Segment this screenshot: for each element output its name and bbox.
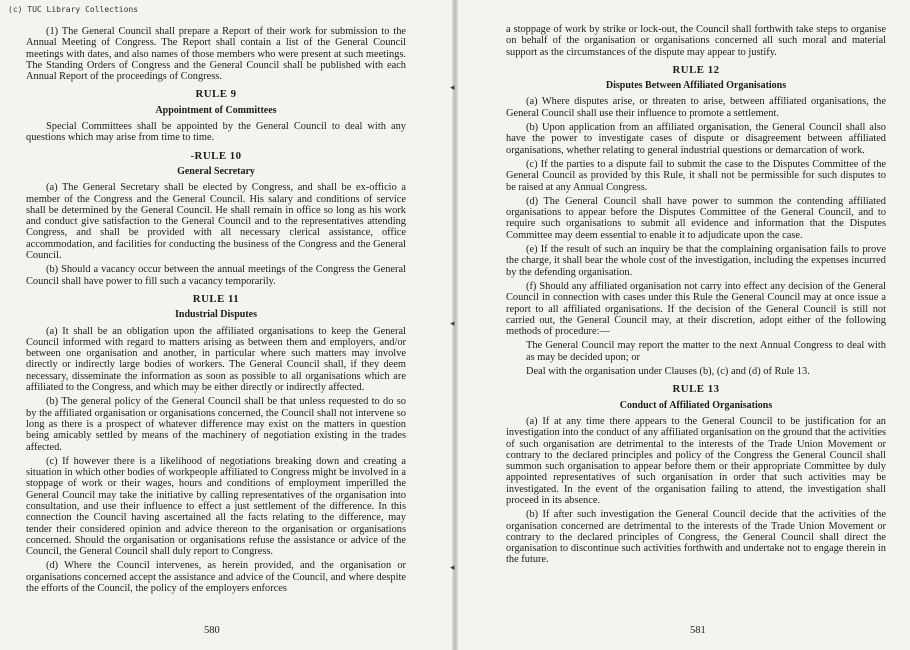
rule12-title: Disputes Between Affiliated Organisations — [605, 80, 787, 92]
right-column — [506, 24, 886, 569]
rule8-clause-1: (1) The General Council shall prepare a Report of their work for submission to the Annual Meeting of Congress. The Report shall contain a list of the General Council meetings with dates, and also names of those members who were present at such meetings. The Standing Orders of Congress and the General Council shall be published with each Annual Report of the proceedings of Congress. — [26, 26, 406, 83]
rule12-option-1: The General Council may report the matter to the next Annual Congress to deal with as may be decided upon; or — [526, 340, 886, 363]
rule11-continuation: a stoppage of work by strike or lock-out, the Council shall forthwith take steps to organise on behalf of the organisation or organisations concerned all such moral and material support as the circumstances of the dispute may appear to justify. — [506, 24, 886, 58]
binding-mark-icon: ◂ — [450, 562, 455, 572]
page-number-left: 580 — [204, 625, 220, 636]
rule13-title: Conduct of Affiliated Organisations — [619, 399, 773, 411]
rule12-clause-d: (d) The General Council shall have power to summon the contending affiliated organisations to appear before the Disputes Committee of the General Council, and to require such organisations to submit all evidence and information that the Disputes Committee may deem essential to enable it to adjudicate upon the case. — [506, 195, 886, 241]
rule10-clause-b: (b) Should a vacancy occur between the annual meetings of the Congress the General Council shall have power to fill such a vacancy temporarily. — [26, 264, 406, 287]
left-page — [0, 0, 450, 650]
rule11-clause-a: (a) It shall be an obligation upon the affiliated organisations to keep the General Council informed with regard to matters arising as between them and employers, and/or between one organisation and another, in particular where such matters may involve directly or indirectly large bodies of workers. The General Council shall, if they deem necessary, disseminate the information as soon as possible to all organisations which are affiliated to the Congress, and which may be either directly or indirectly affected. — [26, 325, 406, 394]
rule9-title: Appointment of Committees — [155, 104, 277, 116]
rule12-clause-a: (a) Where disputes arise, or threaten to arise, between affiliated organisations, the General Council shall use their influence to promote a settlement. — [506, 96, 886, 119]
rule13-clause-b: (b) If after such investigation the General Council decide that the activities of the organisation concerned are detrimental to the interests of the Trade Union Movement or contrary to the declared principles of Congress, the General Council shall direct the organisation to discontinue such activities forthwith and undertake not to engage therein in the future. — [506, 509, 886, 566]
rule11-heading: RULE 11 — [192, 292, 240, 305]
copyright-watermark: (c) TUC Library Collections — [8, 5, 139, 14]
rule12-heading: RULE 12 — [672, 63, 720, 76]
rule12-clause-f: (f) Should any affiliated organisation not carry into effect any decision of the General Council in connection with cases under this Rule the General Council may at once issue a report to all affiliated organisations. If the decision of the General Council is still not carried out, the General Council may, at their discretion, adopt either of the following methods of procedure:— — [506, 280, 886, 338]
rule12-clause-e: (e) If the result of such an inquiry be that the complaining organisation fails to prove the charge, it shall bear the whole cost of the investigation, including the expenses incurred by the defending organisation. — [506, 244, 886, 278]
rule12-clause-c: (c) If the parties to a dispute fail to submit the case to the Disputes Committee of the General Council as provided by this Rule, it shall not be permissible for such disputes to be raised at any Annual Congress. — [506, 158, 886, 193]
rule13-heading: RULE 13 — [672, 383, 720, 396]
rule9-text: Special Committees shall be appointed by the General Council to deal with any questions which may arise from time to time. — [26, 121, 406, 144]
rule11-clause-d: (d) Where the Council intervenes, as herein provided, and the organisation or organisations concerned accept the assistance and advice of the Council, and where despite the efforts of the Council, the policy of the employers enforces — [26, 560, 406, 595]
rule12-clause-b: (b) Upon application from an affiliated organisation, the General Council shall also have the power to investigate cases of dispute or disagreement between affiliated organisations, whether relating to general industrial questions or demarcation of work. — [506, 122, 886, 156]
rule11-clause-c: (c) If however there is a likelihood of negotiations breaking down and creating a situation in which other bodies of workpeople affiliated to Congress might be involved in a stoppage of work or their wages, hours and conditions of employment imperilled the General Council may take the initiative by calling representatives of the organisation into consultation, and use their influence to effect a just settlement of the difference. In this connection the Council having ascertained all the facts relating to the difference, may tender their considered opinion and advice thereon to the organisation or organisations concerned. Should the organisation or organisations refuse the assistance or advice of the Council, the General Council shall duly report to Congress. — [26, 455, 406, 558]
left-column — [26, 26, 406, 597]
rule10-heading: -RULE 10 — [190, 149, 242, 162]
rule9-heading: RULE 9 — [195, 88, 237, 101]
rule12-option-2: Deal with the organisation under Clauses (b), (c) and (d) of Rule 13. — [526, 366, 810, 378]
rule11-title: Industrial Disputes — [175, 309, 257, 321]
binding-mark-icon: ◂ — [450, 318, 455, 328]
rule11-clause-b: (b) The general policy of the General Council shall be that unless requested to do so by the affiliated organisation or organisations concerned, the Council shall not intervene so long as there is a prospect of whatever difference may exist on the matters in question being amicably settled by means of the machinery of negotiation existing in the trades affected. — [26, 396, 406, 453]
page-number-right: 581 — [690, 625, 706, 636]
binding-mark-icon: ◂ — [450, 82, 455, 92]
right-page — [460, 0, 910, 650]
rule10-title: General Secretary — [177, 165, 255, 177]
rule13-clause-a: (a) If at any time there appears to the General Council to be justification for an investigation into the conduct of any affiliated organisation on the ground that the activities of such organisation are detrimental to the interests of the Trade Union Movement or contrary to the declared principles and policy of the Congress the General Council shall summon such organisation to appear before them or their appropriate Committee by duly appointed representatives of such organisation in order that such activities may be investigated. In the event of the organisation failing to attend, the investigation shall proceed in its absence. — [506, 415, 886, 506]
rule10-clause-a: (a) The General Secretary shall be elected by Congress, and shall be ex-officio a member of the Congress and the General Council. His salary and conditions of service shall be determined by the General Council. He shall remain in office so long as his work and conduct give satisfaction to the General Council and to the representatives attending Congress, and shall be provided with all necessary clerical assistance, office accommodation, and facilities for conducting the business of the Congress and the General Council. — [26, 182, 406, 262]
